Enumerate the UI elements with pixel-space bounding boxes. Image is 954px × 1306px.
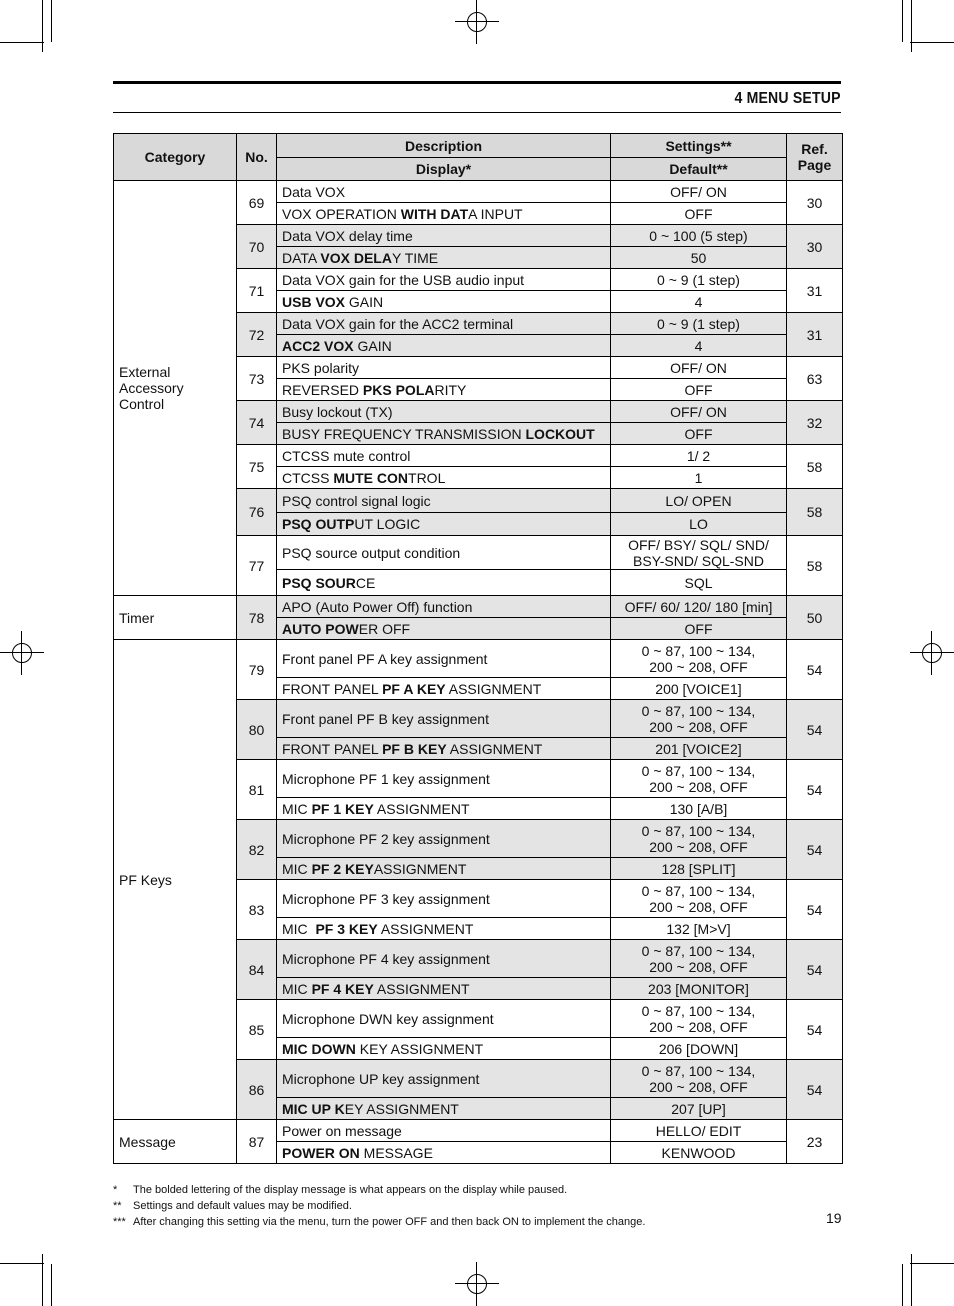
display-text: PSQ SOURCE bbox=[277, 570, 611, 596]
display-text: FRONT PANEL PF B KEY ASSIGNMENT bbox=[277, 738, 611, 760]
menu-number: 81 bbox=[237, 760, 277, 820]
menu-number: 84 bbox=[237, 940, 277, 1000]
default-value: OFF bbox=[611, 379, 787, 401]
header-description: Description bbox=[277, 134, 611, 158]
settings: 0 ~ 87, 100 ~ 134, 200 ~ 208, OFF bbox=[611, 820, 787, 858]
display-text: FRONT PANEL PF A KEY ASSIGNMENT bbox=[277, 678, 611, 700]
header-divider bbox=[113, 112, 841, 113]
ref-page: 54 bbox=[787, 700, 843, 760]
settings: 0 ~ 9 (1 step) bbox=[611, 313, 787, 335]
crop-mark bbox=[42, 0, 43, 52]
display-text: VOX OPERATION WITH DATA INPUT bbox=[277, 203, 611, 225]
header-settings: Settings** bbox=[611, 134, 787, 158]
default-value: 4 bbox=[611, 291, 787, 313]
settings: 0 ~ 87, 100 ~ 134, 200 ~ 208, OFF bbox=[611, 640, 787, 678]
menu-number: 73 bbox=[237, 357, 277, 401]
default-value: OFF bbox=[611, 618, 787, 640]
footnote: *** After changing this setting via the menu, turn the power OFF and then back ON to implement the change. bbox=[113, 1216, 646, 1228]
settings: HELLO/ EDIT bbox=[611, 1120, 787, 1142]
header-default: Default** bbox=[611, 158, 787, 181]
description: Data VOX gain for the ACC2 terminal bbox=[277, 313, 611, 335]
ref-page: 54 bbox=[787, 1000, 843, 1060]
description: Microphone PF 3 key assignment bbox=[277, 880, 611, 918]
description: APO (Auto Power Off) function bbox=[277, 596, 611, 618]
ref-page: 54 bbox=[787, 640, 843, 700]
settings: 0 ~ 100 (5 step) bbox=[611, 225, 787, 247]
header-category: Category bbox=[114, 134, 237, 181]
settings: 0 ~ 87, 100 ~ 134, 200 ~ 208, OFF bbox=[611, 880, 787, 918]
registration-mark-icon bbox=[455, 1262, 499, 1306]
display-text: MIC PF 4 KEY ASSIGNMENT bbox=[277, 978, 611, 1000]
default-value: 206 [DOWN] bbox=[611, 1038, 787, 1060]
display-text: CTCSS MUTE CONTROL bbox=[277, 467, 611, 489]
display-text: REVERSED PKS POLARITY bbox=[277, 379, 611, 401]
description: Busy lockout (TX) bbox=[277, 401, 611, 423]
description: Microphone DWN key assignment bbox=[277, 1000, 611, 1038]
menu-number: 78 bbox=[237, 596, 277, 640]
ref-page: 50 bbox=[787, 596, 843, 640]
default-value: 200 [VOICE1] bbox=[611, 678, 787, 700]
default-value: OFF bbox=[611, 423, 787, 445]
display-text: MIC PF 3 KEY ASSIGNMENT bbox=[277, 918, 611, 940]
display-text: MIC PF 2 KEYASSIGNMENT bbox=[277, 858, 611, 880]
description: PSQ control signal logic bbox=[277, 489, 611, 513]
settings: 0 ~ 9 (1 step) bbox=[611, 269, 787, 291]
ref-page: 58 bbox=[787, 445, 843, 489]
display-text: USB VOX GAIN bbox=[277, 291, 611, 313]
menu-number: 72 bbox=[237, 313, 277, 357]
ref-page: 54 bbox=[787, 940, 843, 1000]
ref-page: 31 bbox=[787, 269, 843, 313]
crop-mark bbox=[0, 1263, 44, 1264]
display-text: PSQ OUTPUT LOGIC bbox=[277, 513, 611, 536]
settings: 0 ~ 87, 100 ~ 134, 200 ~ 208, OFF bbox=[611, 1000, 787, 1038]
registration-mark-icon bbox=[910, 631, 954, 675]
header-rule bbox=[113, 81, 841, 84]
menu-number: 87 bbox=[237, 1120, 277, 1164]
display-text: MIC UP KEY ASSIGNMENT bbox=[277, 1098, 611, 1120]
settings: LO/ OPEN bbox=[611, 489, 787, 513]
default-value: 128 [SPLIT] bbox=[611, 858, 787, 880]
ref-page: 54 bbox=[787, 1060, 843, 1120]
menu-number: 77 bbox=[237, 536, 277, 596]
menu-number: 85 bbox=[237, 1000, 277, 1060]
description: Microphone UP key assignment bbox=[277, 1060, 611, 1098]
display-text: AUTO POWER OFF bbox=[277, 618, 611, 640]
crop-mark bbox=[902, 0, 903, 42]
registration-mark-icon bbox=[0, 631, 44, 675]
default-value: 1 bbox=[611, 467, 787, 489]
settings: 0 ~ 87, 100 ~ 134, 200 ~ 208, OFF bbox=[611, 940, 787, 978]
description: Microphone PF 1 key assignment bbox=[277, 760, 611, 798]
crop-mark bbox=[911, 1254, 912, 1306]
menu-number: 83 bbox=[237, 880, 277, 940]
category-message: Message bbox=[114, 1120, 237, 1164]
ref-page: 30 bbox=[787, 181, 843, 225]
category-pf-keys: PF Keys bbox=[114, 640, 237, 1120]
menu-setup-table bbox=[113, 133, 843, 1164]
crop-mark bbox=[902, 1264, 903, 1306]
crop-mark bbox=[42, 1254, 43, 1306]
default-value: OFF bbox=[611, 203, 787, 225]
ref-page: 58 bbox=[787, 489, 843, 536]
ref-page: 54 bbox=[787, 760, 843, 820]
default-value: KENWOOD bbox=[611, 1142, 787, 1164]
display-text: POWER ON MESSAGE bbox=[277, 1142, 611, 1164]
crop-mark bbox=[51, 0, 52, 42]
description: Front panel PF B key assignment bbox=[277, 700, 611, 738]
section-title: 4 MENU SETUP bbox=[734, 90, 841, 107]
settings: OFF/ ON bbox=[611, 357, 787, 379]
ref-page: 31 bbox=[787, 313, 843, 357]
ref-page: 32 bbox=[787, 401, 843, 445]
description: Power on message bbox=[277, 1120, 611, 1142]
description: PKS polarity bbox=[277, 357, 611, 379]
crop-mark bbox=[51, 1264, 52, 1306]
ref-page: 63 bbox=[787, 357, 843, 401]
default-value: 4 bbox=[611, 335, 787, 357]
default-value: 130 [A/B] bbox=[611, 798, 787, 820]
display-text: ACC2 VOX GAIN bbox=[277, 335, 611, 357]
header-display: Display* bbox=[277, 158, 611, 181]
page-number: 19 bbox=[826, 1210, 842, 1226]
menu-number: 82 bbox=[237, 820, 277, 880]
default-value: 203 [MONITOR] bbox=[611, 978, 787, 1000]
settings: OFF/ ON bbox=[611, 181, 787, 203]
menu-number: 71 bbox=[237, 269, 277, 313]
menu-number: 69 bbox=[237, 181, 277, 225]
settings: OFF/ ON bbox=[611, 401, 787, 423]
ref-page: 23 bbox=[787, 1120, 843, 1164]
category-timer: Timer bbox=[114, 596, 237, 640]
menu-number: 86 bbox=[237, 1060, 277, 1120]
crop-mark bbox=[0, 42, 44, 43]
default-value: 50 bbox=[611, 247, 787, 269]
display-text: DATA VOX DELAY TIME bbox=[277, 247, 611, 269]
crop-mark bbox=[910, 42, 954, 43]
footnote: ** Settings and default values may be modified. bbox=[113, 1200, 352, 1212]
menu-number: 74 bbox=[237, 401, 277, 445]
default-value: SQL bbox=[611, 570, 787, 596]
crop-mark bbox=[911, 0, 912, 52]
registration-mark-icon bbox=[455, 0, 499, 44]
description: Front panel PF A key assignment bbox=[277, 640, 611, 678]
ref-page: 58 bbox=[787, 536, 843, 596]
header-no: No. bbox=[237, 134, 277, 181]
footnotes bbox=[113, 1182, 645, 1230]
header-ref-page: Ref. Page bbox=[787, 134, 843, 181]
menu-number: 76 bbox=[237, 489, 277, 536]
footnote: * The bolded lettering of the display message is what appears on the display while paused. bbox=[113, 1184, 568, 1196]
settings: 0 ~ 87, 100 ~ 134, 200 ~ 208, OFF bbox=[611, 700, 787, 738]
description: Data VOX gain for the USB audio input bbox=[277, 269, 611, 291]
ref-page: 54 bbox=[787, 820, 843, 880]
settings: OFF/ BSY/ SQL/ SND/ BSY-SND/ SQL-SND bbox=[611, 536, 787, 570]
category-external: External Accessory Control bbox=[114, 181, 237, 596]
settings: 1/ 2 bbox=[611, 445, 787, 467]
default-value: 132 [M>V] bbox=[611, 918, 787, 940]
menu-number: 70 bbox=[237, 225, 277, 269]
display-text: BUSY FREQUENCY TRANSMISSION LOCKOUT bbox=[277, 423, 611, 445]
menu-number: 79 bbox=[237, 640, 277, 700]
menu-number: 80 bbox=[237, 700, 277, 760]
description: Microphone PF 4 key assignment bbox=[277, 940, 611, 978]
settings: OFF/ 60/ 120/ 180 [min] bbox=[611, 596, 787, 618]
description: PSQ source output condition bbox=[277, 536, 611, 570]
ref-page: 30 bbox=[787, 225, 843, 269]
description: Microphone PF 2 key assignment bbox=[277, 820, 611, 858]
description: Data VOX bbox=[277, 181, 611, 203]
default-value: 201 [VOICE2] bbox=[611, 738, 787, 760]
menu-number: 75 bbox=[237, 445, 277, 489]
display-text: MIC DOWN KEY ASSIGNMENT bbox=[277, 1038, 611, 1060]
crop-mark bbox=[910, 1263, 954, 1264]
description: CTCSS mute control bbox=[277, 445, 611, 467]
default-value: LO bbox=[611, 513, 787, 536]
ref-page: 54 bbox=[787, 880, 843, 940]
default-value: 207 [UP] bbox=[611, 1098, 787, 1120]
display-text: MIC PF 1 KEY ASSIGNMENT bbox=[277, 798, 611, 820]
settings: 0 ~ 87, 100 ~ 134, 200 ~ 208, OFF bbox=[611, 760, 787, 798]
description: Data VOX delay time bbox=[277, 225, 611, 247]
settings: 0 ~ 87, 100 ~ 134, 200 ~ 208, OFF bbox=[611, 1060, 787, 1098]
